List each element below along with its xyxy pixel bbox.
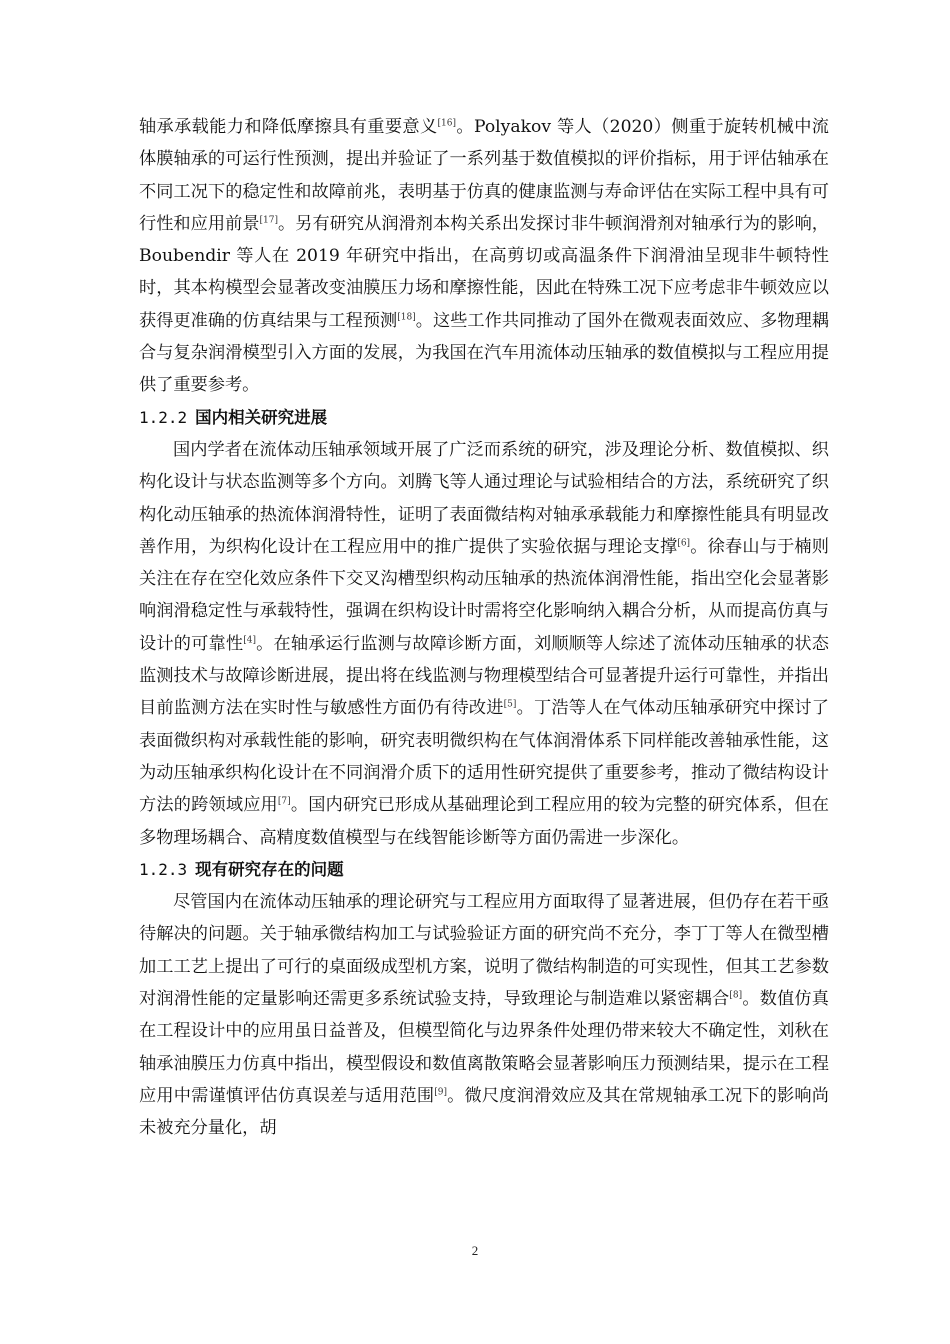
citation-4: [4] [243, 635, 256, 646]
text-run: 国内学者在流体动压轴承领域开展了广泛而系统的研究，涉及理论分析、数值模拟、织构化设计与状态监测等多个方向。刘腾飞等人通过理论与试验相结合的方法，系统研究了织构化动压轴承的热流体润滑特性，证明了表面微结构对轴承承载能力和摩擦性能具有明显改善作用，为织构化设计在工程应用中的推广提供了实验依据与理论支撑 [139, 439, 829, 557]
text-run: 。另有研究从润滑剂本构关系出发探讨非牛顿润滑剂对轴承行为的影响，Boubendir 等人在 2019 年研究中指出，在高剪切或高温条件下润滑油呈现非牛顿特性时，其本构模型会显著改变油膜压力场和摩擦性能，因此在特殊工况下应考虑非牛顿效应以获得更准确的仿真结果与工程预测 [139, 213, 829, 331]
section-heading-1-2-3 [139, 854, 829, 886]
text-run: 。丁浩等人在气体动压轴承研究中探讨了表面微织构对承载性能的影响，研究表明微织构在气体润滑体系下同样能改善轴承性能，这为动压轴承织构化设计在不同润滑介质下的适用性研究提供了重要参考，推动了微结构设计方法的跨领域应用 [139, 698, 829, 816]
text-run: 。国内研究已形成从基础理论到工程应用的较为完整的研究体系，但在多物理场耦合、高精度数值模型与在线智能诊断等方面仍需进一步深化。 [139, 795, 829, 848]
body-text [139, 111, 829, 1145]
paragraph-existing-problems [139, 886, 829, 1144]
citation-17: [17] [259, 215, 279, 226]
section-heading-1-2-2 [139, 402, 829, 434]
paragraph-foreign-research-continued [139, 111, 829, 402]
citation-9: [9] [434, 1087, 447, 1098]
text-run: 。微尺度润滑效应及其在常规轴承工况下的影响尚未被充分量化，胡 [139, 1085, 829, 1139]
citation-5: [5] [503, 699, 517, 710]
text-run: 。在轴承运行监测与故障诊断方面，刘顺顺等人综述了流体动压轴承的状态监测技术与故障诊断进展，提出将在线监测与物理模型结合可显著提升运行可靠性，并指出目前监测方法在实时性与敏感性方面仍有待改进 [139, 633, 829, 719]
text-run: 。Polyakov 等人（2020）侧重于旋转机械中流体膜轴承的可运行性预测，提出并验证了一系列基于数值模拟的评价指标，用于评估轴承在不同工况下的稳定性和故障前兆，表明基于仿真的健康监测与寿命评估在实际工程中具有可行性和应用前景 [139, 117, 829, 234]
text-run: 轴承承载能力和降低摩擦具有重要意义 [139, 117, 438, 137]
text-run: 。这些工作共同推动了国外在微观表面效应、多物理耦合与复杂润滑模型引入方面的发展，为我国在汽车用流体动压轴承的数值模拟与工程应用提供了重要参考。 [139, 310, 829, 396]
section-number: 1.2.3 [139, 859, 188, 879]
paragraph-domestic-research [139, 434, 829, 854]
citation-18: [18] [397, 312, 416, 323]
section-title: 现有研究存在的问题 [195, 859, 344, 879]
text-run: 。数值仿真在工程设计中的应用虽日益普及，但模型简化与边界条件处理仍带来较大不确定性，刘秋在轴承油膜压力仿真中指出，模型假设和数值离散策略会显著影响压力预测结果，提示在工程应用中需谨慎评估仿真误差与适用范围 [139, 989, 829, 1106]
citation-6: [6] [677, 538, 691, 549]
section-title: 国内相关研究进展 [195, 407, 328, 427]
section-number: 1.2.2 [139, 407, 188, 427]
citation-8: [8] [729, 990, 743, 1001]
page-number: 2 [471, 1243, 479, 1258]
text-run: 尽管国内在流体动压轴承的理论研究与工程应用方面取得了显著进展，但仍存在若干亟待解决的问题。关于轴承微结构加工与试验验证方面的研究尚不充分，李丁丁等人在微型槽加工工艺上提出了可行的桌面级成型机方案，说明了微结构制造的可实现性，但其工艺参数对润滑性能的定量影响还需更多系统试验支持，导致理论与制造难以紧密耦合 [139, 892, 829, 1010]
text-run: 。徐春山与于楠则关注在存在空化效应条件下交叉沟槽型织构动压轴承的热流体润滑性能，指出空化会显著影响润滑稳定性与承载特性，强调在织构设计时需将空化影响纳入耦合分析，从而提高仿真与设计的可靠性 [139, 536, 829, 654]
citation-16: [16] [437, 118, 457, 129]
citation-7: [7] [277, 796, 291, 807]
